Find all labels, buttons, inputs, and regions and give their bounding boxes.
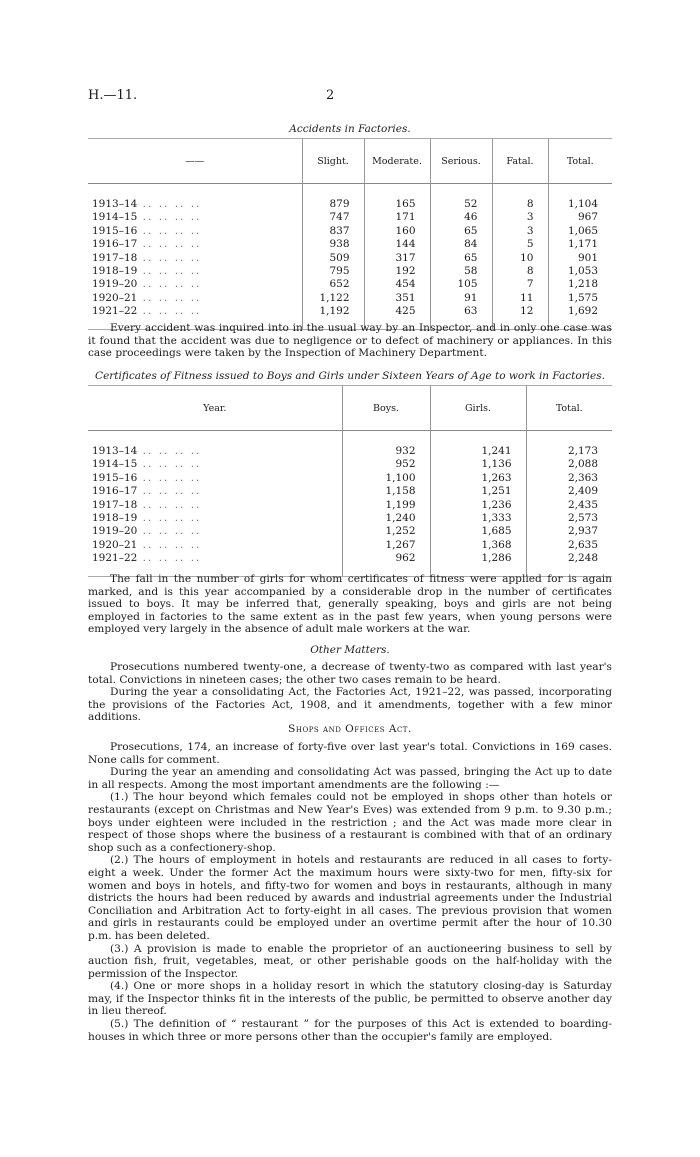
year-cell xyxy=(88,552,342,565)
leader-dots: .. .. .. .. xyxy=(137,305,202,318)
table-row xyxy=(88,485,612,498)
shops-paragraph: (5.) The definition of “ restaurant ” for the purposes of this Act is extended to boarding-houses in which three or more persons other than the occupier's family are employed. xyxy=(88,1018,612,1043)
leader-dots: .. .. .. .. xyxy=(137,471,202,484)
leader-dots: .. .. .. .. xyxy=(137,265,202,278)
leader-dots: .. .. .. .. xyxy=(137,538,202,551)
table-row xyxy=(88,278,612,291)
page-number: 2 xyxy=(326,88,335,103)
value-cell: 1,065 xyxy=(548,225,612,238)
year-label: 1913–14 xyxy=(92,198,138,210)
value-cell: 1,692 xyxy=(548,305,612,318)
year-cell xyxy=(88,238,302,251)
value-cell: 46 xyxy=(430,211,492,224)
column-header: Fatal. xyxy=(492,139,548,184)
value-cell: 2,409 xyxy=(526,485,612,498)
value-cell: 52 xyxy=(430,198,492,211)
value-cell: 1,267 xyxy=(342,539,430,552)
table-row xyxy=(88,211,612,224)
value-cell: 65 xyxy=(430,225,492,238)
year-label: 1919–20 xyxy=(92,278,138,291)
value-cell: 2,088 xyxy=(526,458,612,471)
year-cell xyxy=(88,252,302,265)
leader-dots: .. .. .. .. xyxy=(137,291,202,304)
value-cell: 58 xyxy=(430,265,492,278)
year-label: 1918–19 xyxy=(92,512,138,525)
value-cell: 2,937 xyxy=(526,525,612,538)
value-cell: 1,199 xyxy=(342,499,430,512)
year-cell xyxy=(88,211,302,224)
year-cell xyxy=(88,472,342,485)
leader-dots: .. .. .. .. xyxy=(137,525,202,538)
value-cell: 5 xyxy=(492,238,548,251)
value-cell: 1,263 xyxy=(430,472,526,485)
year-label: 1915–16 xyxy=(92,224,138,237)
year-cell xyxy=(88,525,342,538)
value-cell: 105 xyxy=(430,278,492,291)
leader-dots: .. .. .. .. xyxy=(137,512,202,525)
value-cell: 962 xyxy=(342,552,430,565)
table-row xyxy=(88,292,612,305)
accidents-table xyxy=(88,138,612,330)
value-cell: 1,333 xyxy=(430,512,526,525)
value-cell: 2,573 xyxy=(526,512,612,525)
shops-paragraph: (3.) A provision is made to enable the proprietor of an auctioneering business to sell by auction fish, fruit, vegetables, meat, or other perishable goods on the half-holiday with the permission of the Inspector. xyxy=(88,942,612,980)
shops-act-section xyxy=(88,741,612,1043)
accidents-table-caption: Accidents in Factories. xyxy=(289,123,411,135)
leader-dots: .. .. .. .. xyxy=(137,211,202,224)
value-cell: 938 xyxy=(302,238,364,251)
value-cell: 160 xyxy=(364,225,430,238)
year-label: 1917–18 xyxy=(92,251,138,264)
value-cell: 165 xyxy=(364,198,430,211)
certificates-table-caption: Certificates of Fitness issued to Boys and Girls under Sixteen Years of Age to work in Factories. xyxy=(95,370,605,382)
value-cell: 2,635 xyxy=(526,539,612,552)
year-cell xyxy=(88,485,342,498)
column-header: Serious. xyxy=(430,139,492,184)
year-cell xyxy=(88,278,302,291)
value-cell: 1,252 xyxy=(342,525,430,538)
value-cell: 1,575 xyxy=(548,292,612,305)
column-header: Total. xyxy=(526,386,612,431)
leader-dots: .. .. .. .. xyxy=(137,278,202,291)
value-cell: 879 xyxy=(302,198,364,211)
year-label: 1921–22 xyxy=(92,552,138,565)
year-cell xyxy=(88,539,342,552)
value-cell: 3 xyxy=(492,225,548,238)
value-cell: 837 xyxy=(302,225,364,238)
year-cell xyxy=(88,445,342,458)
year-label: 1914–15 xyxy=(92,458,138,471)
year-label: 1921–22 xyxy=(92,305,138,318)
column-header: Slight. xyxy=(302,139,364,184)
table-row xyxy=(88,525,612,538)
value-cell: 2,435 xyxy=(526,499,612,512)
value-cell: 1,368 xyxy=(430,539,526,552)
value-cell: 952 xyxy=(342,458,430,471)
value-cell: 1,218 xyxy=(548,278,612,291)
leader-dots: .. .. .. .. xyxy=(137,251,202,264)
value-cell: 795 xyxy=(302,265,364,278)
page-header xyxy=(88,88,608,108)
report-reference: H.—11. xyxy=(88,88,138,103)
value-cell: 144 xyxy=(364,238,430,251)
value-cell: 7 xyxy=(492,278,548,291)
value-cell: 351 xyxy=(364,292,430,305)
column-header: Total. xyxy=(548,139,612,184)
year-label: 1920–21 xyxy=(92,291,138,304)
value-cell: 11 xyxy=(492,292,548,305)
table-row xyxy=(88,539,612,552)
value-cell: 1,104 xyxy=(548,198,612,211)
other-matters-paragraph: During the year a consolidating Act, the Factories Act, 1921–22, was passed, incorporating the provisions of the Factories Act, 1908, and it amendments, together with a few minor additions. xyxy=(88,686,612,724)
year-label: 1914–15 xyxy=(92,211,138,224)
value-cell: 1,241 xyxy=(430,445,526,458)
year-label: 1913–14 xyxy=(92,445,138,457)
value-cell: 1,136 xyxy=(430,458,526,471)
other-matters-paragraph: Prosecutions numbered twenty-one, a decrease of twenty-two as compared with last year's total. Convictions in nineteen cases; the other two cases remain to be heard. xyxy=(88,661,612,686)
year-label: 1916–17 xyxy=(92,238,138,251)
value-cell: 1,286 xyxy=(430,552,526,565)
value-cell: 1,236 xyxy=(430,499,526,512)
table-row xyxy=(88,252,612,265)
column-header: Year. xyxy=(88,386,342,431)
year-label: 1920–21 xyxy=(92,538,138,551)
leader-dots: .. .. .. .. xyxy=(137,445,202,457)
leader-dots: .. .. .. .. xyxy=(137,552,202,565)
value-cell: 1,240 xyxy=(342,512,430,525)
table-row xyxy=(88,445,612,458)
table-row xyxy=(88,265,612,278)
value-cell: 3 xyxy=(492,211,548,224)
leader-dots: .. .. .. .. xyxy=(137,198,202,210)
table-header-row xyxy=(88,139,612,184)
value-cell: 932 xyxy=(342,445,430,458)
year-label: 1918–19 xyxy=(92,265,138,278)
shops-paragraph: Prosecutions, 174, an increase of forty-five over last year's total. Convictions in 169 cases. None calls for comment. xyxy=(88,741,612,766)
table-row xyxy=(88,305,612,318)
value-cell: 65 xyxy=(430,252,492,265)
table-row xyxy=(88,458,612,471)
year-cell xyxy=(88,265,302,278)
table-row xyxy=(88,499,612,512)
leader-dots: .. .. .. .. xyxy=(137,498,202,511)
value-cell: 1,053 xyxy=(548,265,612,278)
year-cell xyxy=(88,499,342,512)
year-label: 1916–17 xyxy=(92,485,138,498)
value-cell: 425 xyxy=(364,305,430,318)
value-cell: 967 xyxy=(548,211,612,224)
accidents-paragraph: Every accident was inquired into in the usual way by an Inspector, and in only one case was it found that the accident was due to negligence or to defect of machinery or appliances. In this case proceedings were taken by the Inspection of Machinery Department. xyxy=(88,322,612,360)
value-cell: 2,363 xyxy=(526,472,612,485)
value-cell: 1,171 xyxy=(548,238,612,251)
year-cell xyxy=(88,225,302,238)
value-cell: 1,100 xyxy=(342,472,430,485)
value-cell: 171 xyxy=(364,211,430,224)
value-cell: 652 xyxy=(302,278,364,291)
shops-act-heading: Shops and Offices Act. xyxy=(288,723,412,735)
year-label: 1919–20 xyxy=(92,525,138,538)
value-cell: 8 xyxy=(492,198,548,211)
value-cell: 8 xyxy=(492,265,548,278)
other-matters-section xyxy=(88,661,612,724)
table-header-row xyxy=(88,386,612,431)
year-cell xyxy=(88,512,342,525)
year-cell xyxy=(88,198,302,211)
value-cell: 10 xyxy=(492,252,548,265)
year-cell xyxy=(88,292,302,305)
value-cell: 91 xyxy=(430,292,492,305)
column-header: —— xyxy=(88,139,302,184)
value-cell: 63 xyxy=(430,305,492,318)
year-label: 1917–18 xyxy=(92,498,138,511)
table-row xyxy=(88,472,612,485)
value-cell: 2,248 xyxy=(526,552,612,565)
column-header: Boys. xyxy=(342,386,430,431)
year-label: 1915–16 xyxy=(92,471,138,484)
value-cell: 192 xyxy=(364,265,430,278)
leader-dots: .. .. .. .. xyxy=(137,485,202,498)
shops-paragraph: (1.) The hour beyond which females could not be employed in shops other than hotels or restaurants (except on Christmas and New Year's Eves) was extended from 9 p.m. to 9.30 p.m.; boys under eighteen were included in the restriction ; and the Act was made more clear in respect of those shops where the business of a restaurant is combined with that of an ordinary shop such as a confectionery-shop. xyxy=(88,791,612,854)
leader-dots: .. .. .. .. xyxy=(137,458,202,471)
value-cell: 84 xyxy=(430,238,492,251)
value-cell: 454 xyxy=(364,278,430,291)
value-cell: 317 xyxy=(364,252,430,265)
table-row xyxy=(88,552,612,565)
value-cell: 747 xyxy=(302,211,364,224)
table-row xyxy=(88,512,612,525)
certificates-table xyxy=(88,385,612,577)
year-cell xyxy=(88,305,302,318)
value-cell: 509 xyxy=(302,252,364,265)
value-cell: 1,685 xyxy=(430,525,526,538)
value-cell: 12 xyxy=(492,305,548,318)
value-cell: 1,122 xyxy=(302,292,364,305)
value-cell: 1,192 xyxy=(302,305,364,318)
value-cell: 901 xyxy=(548,252,612,265)
value-cell: 1,251 xyxy=(430,485,526,498)
shops-paragraph: During the year an amending and consolidating Act was passed, bringing the Act up to date in all respects. Among the most important amendments are the following :— xyxy=(88,766,612,791)
table-row xyxy=(88,225,612,238)
leader-dots: .. .. .. .. xyxy=(137,238,202,251)
value-cell: 1,158 xyxy=(342,485,430,498)
year-cell xyxy=(88,458,342,471)
shops-paragraph: (2.) The hours of employment in hotels and restaurants are reduced in all cases to forty-eight a week. Under the former Act the maximum hours were sixty-two for men, fifty-six for women and boys in hotels, and fifty-two for women and boys in restaurants, although in many districts the hours had been reduced by awards and industrial agreements under the Industrial Conciliation and Arbitration Act to forty-eight in all cases. The previous provision that women and girls in restaurants could be employed under an overtime permit after the hour of 10.30 p.m. has been deleted. xyxy=(88,854,612,942)
column-header: Moderate. xyxy=(364,139,430,184)
column-header: Girls. xyxy=(430,386,526,431)
table-row xyxy=(88,238,612,251)
shops-paragraph: (4.) One or more shops in a holiday resort in which the statutory closing-day is Saturday may, if the Inspector thinks fit in the interests of the public, be permitted to observe another day in lieu thereof. xyxy=(88,980,612,1018)
value-cell: 2,173 xyxy=(526,445,612,458)
leader-dots: .. .. .. .. xyxy=(137,224,202,237)
certificates-paragraph: The fall in the number of girls for whom certificates of fitness were applied for is again marked, and is this year accompanied by a considerable drop in the number of certificates issued to boys. It may be inferred that, generally speaking, boys and girls are not being employed in factories to the same extent as in the past few years, when young persons were employed very largely in the absence of adult male workers at the war. xyxy=(88,573,612,636)
table-row xyxy=(88,198,612,211)
other-matters-heading: Other Matters. xyxy=(310,644,390,656)
